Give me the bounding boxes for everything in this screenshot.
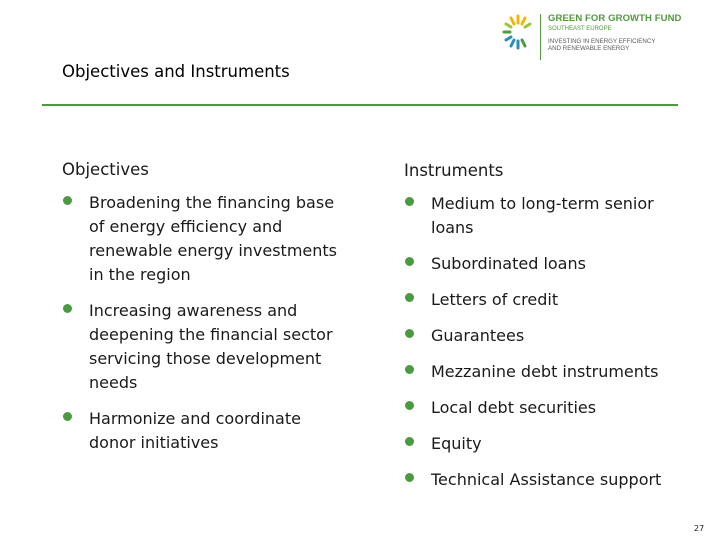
bullet-icon [405,329,414,338]
instrument-text: Guarantees [431,326,525,345]
instrument-text: Equity [431,434,482,453]
instrument-text: Letters of credit [431,290,559,309]
objective-item [62,407,352,455]
instrument-item [404,192,704,240]
bullet-icon [405,365,414,374]
instrument-item [404,252,704,276]
logo-divider [540,14,541,60]
instrument-item [404,288,704,312]
page-title: Objectives and Instruments [62,62,290,81]
objectives-heading: Objectives [62,160,149,179]
page-number: 27 [694,524,705,533]
logo-tagline-line-1: INVESTING IN ENERGY EFFICIENCY [548,37,656,45]
fund-logo [500,8,700,64]
logo-tagline-line-2: AND RENEWABLE ENERGY [548,44,630,52]
bullet-icon [405,437,414,446]
instrument-item [404,360,704,384]
sunburst-logo-icon [500,12,536,56]
objectives-column [62,160,352,455]
title-divider [42,104,678,106]
bullet-icon [405,197,414,206]
instrument-item [404,324,704,348]
instrument-item [404,396,704,420]
instrument-text: Subordinated loans [431,254,586,273]
instrument-item [404,432,704,456]
logo-text [548,14,708,52]
bullet-icon [405,401,414,410]
instruments-heading: Instruments [404,161,504,180]
instrument-text: Local debt securities [431,398,597,417]
objective-text: Increasing awareness and deepening the financial sector servicing those development needs [89,301,333,392]
bullet-icon [63,412,72,421]
objective-item [62,191,352,287]
bullet-icon [405,293,414,302]
bullet-icon [63,304,72,313]
instrument-text: Technical Assistance support [431,470,662,489]
instruments-list [404,192,704,492]
instrument-item [404,468,704,492]
bullet-icon [405,473,414,482]
logo-tagline [548,38,708,53]
objectives-list [62,191,352,455]
objective-text: Harmonize and coordinate donor initiatives [89,409,301,452]
bullet-icon [405,257,414,266]
bullet-icon [63,196,72,205]
objective-text: Broadening the financing base of energy efficiency and renewable energy investments in the region [89,193,337,284]
logo-subtitle: SOUTHEAST EUROPE [548,25,612,32]
instrument-text: Mezzanine debt instruments [431,362,659,381]
logo-title: GREEN FOR GROWTH FUND [548,13,682,24]
objective-item [62,299,352,395]
instrument-text: Medium to long-term senior loans [431,194,654,237]
instruments-column [404,161,704,492]
